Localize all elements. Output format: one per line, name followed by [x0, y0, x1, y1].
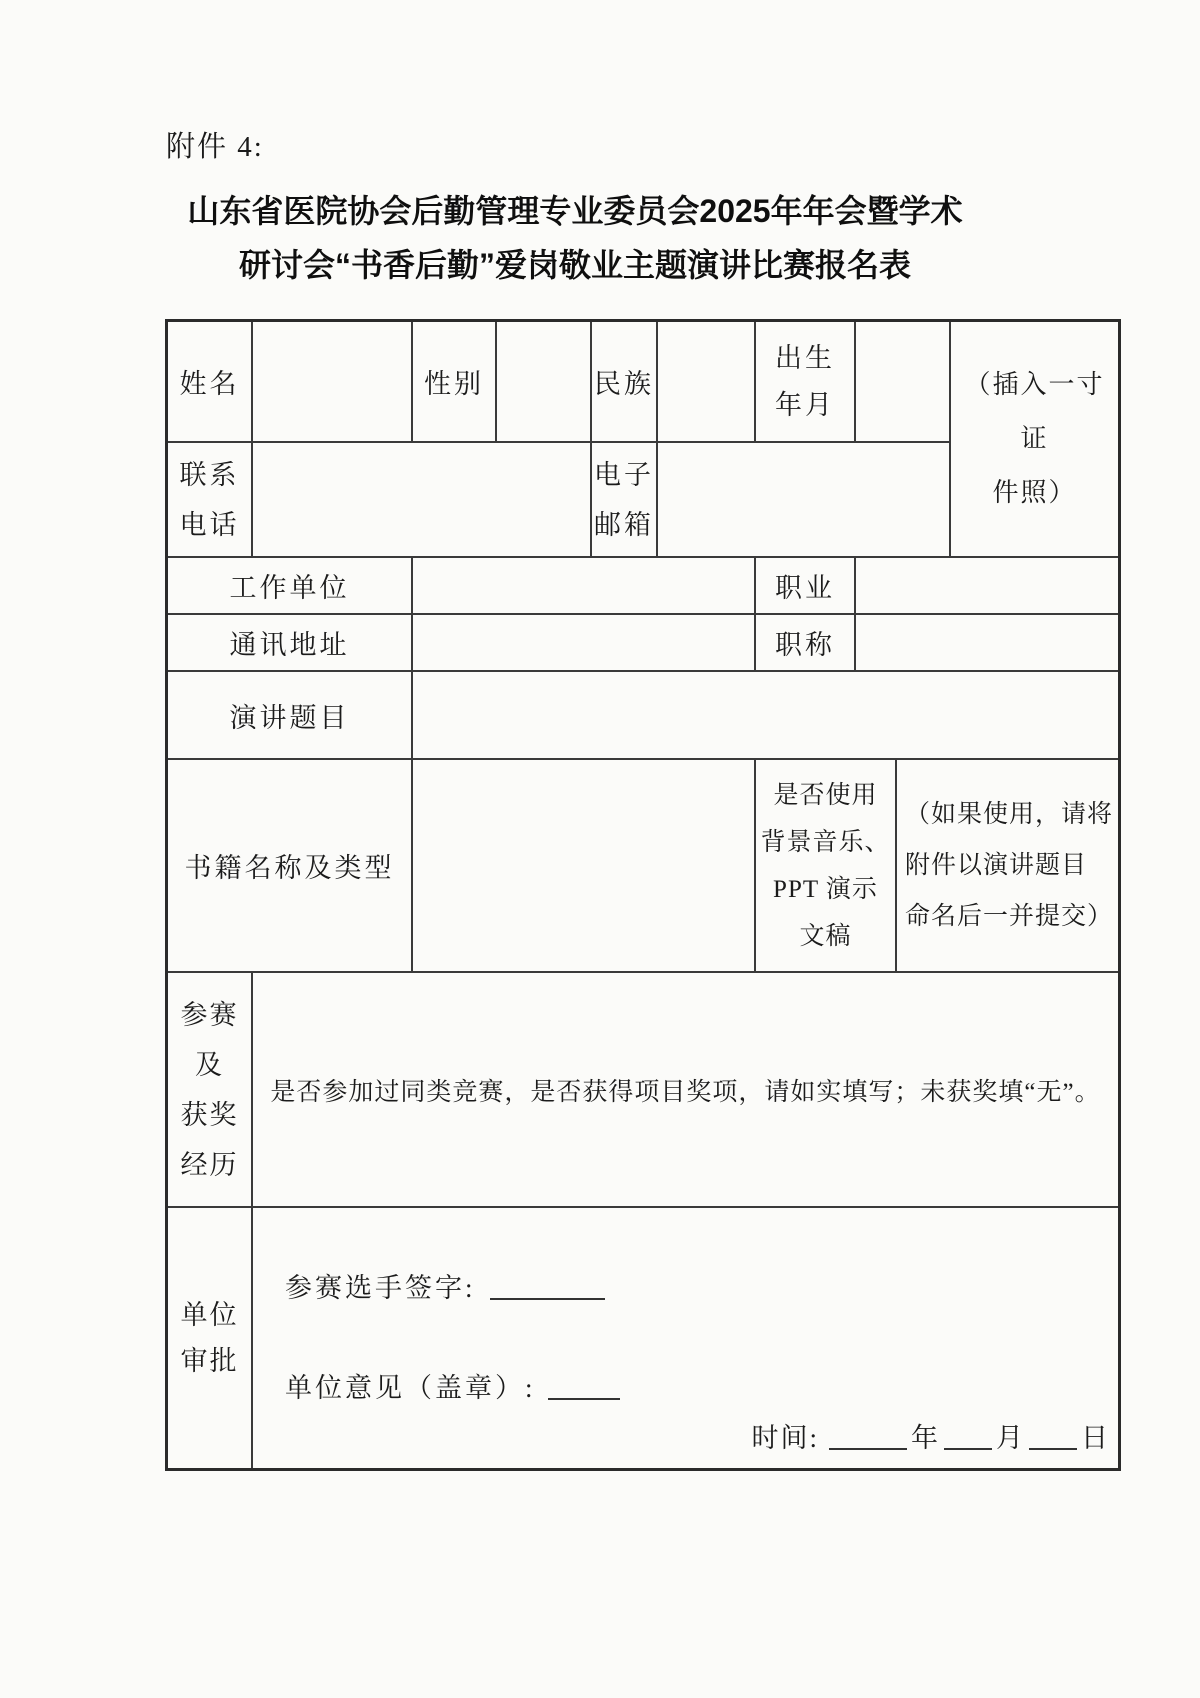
media-note-line3: 命名后一并提交） [905, 903, 1114, 930]
contestant-signature-row [285, 1266, 609, 1305]
experience-label-line3: 获奖 [180, 1099, 239, 1130]
birth-date-label [756, 322, 856, 443]
phone-label-line2: 电话 [179, 509, 240, 540]
experience-label-line4: 经历 [180, 1149, 239, 1180]
media-usage-label [756, 760, 897, 973]
page-title-line-2: 研讨会“书香后勤”爱岗敬业主题演讲比赛报名表 [238, 247, 911, 283]
page-title [100, 184, 1050, 292]
unit-opinion-row [285, 1366, 624, 1405]
work-unit-field[interactable] [413, 558, 756, 615]
phone-label-line1: 联系 [179, 459, 240, 490]
birth-date-field[interactable] [856, 322, 951, 443]
media-usage-line2: 背景音乐、 [760, 828, 891, 856]
birth-date-label-line1: 出生 [775, 342, 835, 373]
phone-label [168, 443, 253, 558]
work-unit-label: 工作单位 [168, 558, 413, 615]
book-label: 书籍名称及类型 [168, 760, 413, 973]
gender-field[interactable] [497, 322, 592, 443]
page-title-line-1: 山东省医院协会后勤管理专业委员会2025年年会暨学术 [187, 193, 963, 229]
experience-label [168, 973, 253, 1208]
media-usage-line3: PPT 演示 [773, 875, 878, 903]
day-blank-line[interactable] [1029, 1423, 1077, 1450]
attachment-label: 附件 4: [166, 131, 264, 163]
topic-label: 演讲题目 [168, 672, 413, 760]
topic-field[interactable] [413, 672, 1118, 760]
year-label: 年 [911, 1423, 940, 1453]
photo-note-line2: 件照） [992, 478, 1077, 507]
occupation-field[interactable] [856, 558, 1118, 615]
name-field[interactable] [253, 322, 413, 443]
media-usage-line4: 文稿 [799, 922, 852, 950]
seal-label: 单位意见（盖章）: [285, 1373, 536, 1403]
seal-blank-line[interactable] [548, 1373, 620, 1400]
time-label: 时间: [751, 1423, 819, 1453]
signature-label: 参赛选手签字: [285, 1273, 476, 1303]
approval-label [168, 1208, 253, 1468]
media-note-line2: 附件以演讲题目 [905, 852, 1088, 879]
photo-placeholder[interactable] [951, 322, 1118, 558]
email-field[interactable] [658, 443, 951, 558]
email-label-line1: 电子 [594, 459, 654, 490]
ethnicity-label: 民族 [592, 322, 658, 443]
job-title-field[interactable] [856, 615, 1118, 672]
media-note-line1: （如果使用，请将 [905, 801, 1114, 828]
name-label: 姓名 [168, 322, 253, 443]
photo-note-line1: （插入一寸证 [964, 370, 1105, 453]
address-label: 通讯地址 [168, 615, 413, 672]
approval-label-line1: 单位 [180, 1300, 239, 1330]
book-field[interactable] [413, 760, 756, 973]
job-title-label: 职称 [756, 615, 856, 672]
media-note [897, 760, 1118, 973]
experience-label-line1: 参赛 [180, 999, 239, 1030]
experience-label-line2: 及 [195, 1049, 224, 1080]
email-label-line2: 邮箱 [594, 509, 654, 540]
year-blank-line[interactable] [829, 1423, 907, 1450]
signature-blank-line[interactable] [490, 1273, 605, 1300]
phone-field[interactable] [253, 443, 592, 558]
month-label: 月 [996, 1423, 1025, 1453]
media-usage-line1: 是否使用 [773, 781, 878, 809]
occupation-label: 职业 [756, 558, 856, 615]
experience-field[interactable]: 是否参加过同类竞赛，是否获得项目奖项，请如实填写；未获奖填“无”。 [253, 973, 1118, 1208]
address-field[interactable] [413, 615, 756, 672]
registration-form-table [165, 319, 1121, 1471]
email-label [592, 443, 658, 558]
month-blank-line[interactable] [944, 1423, 992, 1450]
ethnicity-field[interactable] [658, 322, 756, 443]
gender-label: 性别 [413, 322, 497, 443]
date-row [751, 1416, 1110, 1455]
birth-date-label-line2: 年月 [775, 389, 835, 420]
approval-section [253, 1208, 1118, 1468]
day-label: 日 [1081, 1423, 1110, 1453]
approval-label-line2: 审批 [180, 1346, 239, 1376]
